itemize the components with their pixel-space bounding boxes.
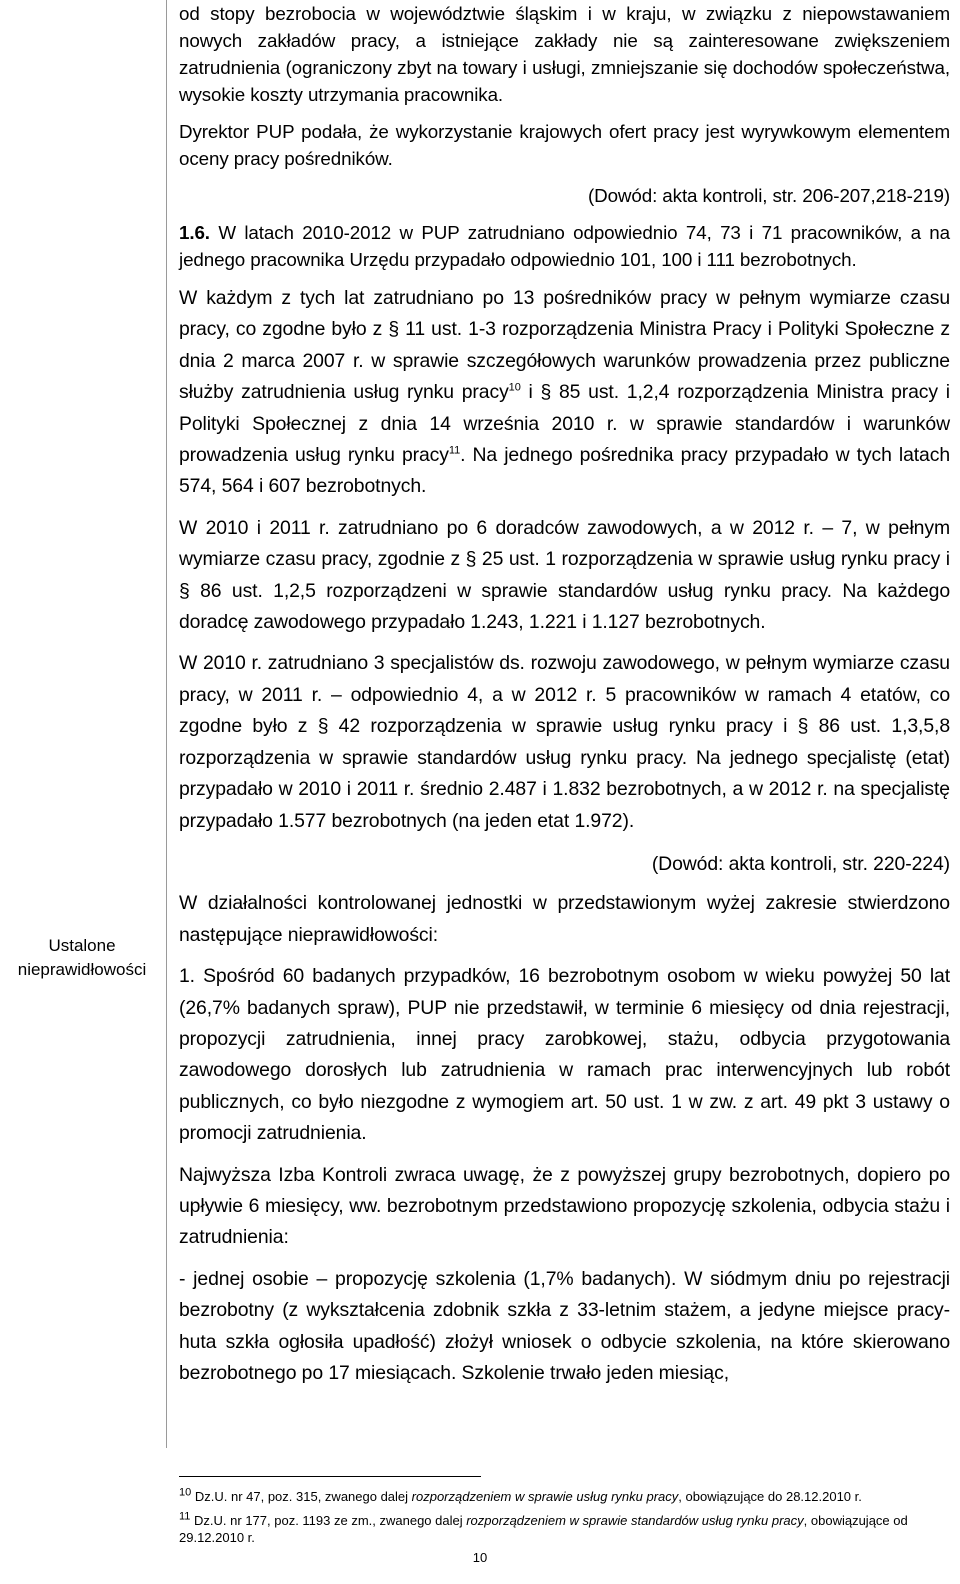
footnote-ref-10[interactable]: 10 bbox=[508, 381, 521, 394]
section-number: 1.6. bbox=[179, 222, 210, 243]
paragraph-8: 1. Spośród 60 badanych przypadków, 16 bezrobotnym osobom w wieku powyżej 50 lat (26,7% badanych spraw), PUP nie przedstawił, w terminie 6 miesięcy od dnia rejestracji, propozycji zatrudnienia, innej pracy zarobkowej, stażu, odbycia przygotowania zawodowego dorosłych lub zatrudnienia w ramach prac interwencyjnych lub robót publicznych, co było niezgodne z wymogiem art. 50 ust. 1 w zw. z art. 49 pkt 3 ustawy o promocji zatrudnienia. bbox=[179, 965, 950, 1145]
footnote-11-mark: 11 bbox=[179, 1510, 191, 1523]
footnote-11 bbox=[179, 1512, 950, 1546]
footnote-ref-11[interactable]: 11 bbox=[448, 444, 461, 457]
footnote-separator bbox=[179, 1476, 481, 1477]
footnote-11-validity: , obowiązujące od 29.12.2010 r. bbox=[179, 1513, 908, 1545]
footnote-10-text: Dz.U. nr 47, poz. 315, zwanego dalej bbox=[191, 1489, 412, 1504]
page-number: 10 bbox=[472, 1550, 488, 1565]
margin-label-line-2: nieprawidłowości bbox=[17, 960, 147, 979]
document-body bbox=[179, 0, 950, 1389]
footnote-10 bbox=[179, 1488, 950, 1505]
section-1-6-text: W latach 2010-2012 w PUP zatrudniano odpowiednio 74, 73 i 71 pracowników, a na jednego pracownika Urzędu przypadało odpowiednio 101, 100 i 111 bezrobotnych. bbox=[179, 222, 950, 270]
footnote-10-mark: 10 bbox=[179, 1486, 192, 1499]
paragraph-6: W 2010 r. zatrudniano 3 specjalistów ds. rozwoju zawodowego, w pełnym wymiarze czasu pracy, w 2011 r. – odpowiednio 4, a w 2012 r. 5 pracowników w ramach 4 etatów, co zgodne było z § 42 rozporządzenia w sprawie usług rynku pracy i § 86 ust. 1,3,5,8 rozporządzenia w sprawie standardów usług rynku pracy. Na jednego specjalistę (etat) przypadało w 2010 i 2011 r. średnio 2.487 i 1.832 bezrobotnych, a w 2012 r. na specjalistę przypadało 1.577 bezrobotnych (na jeden etat 1.972). bbox=[179, 652, 950, 832]
paragraph-4-part-1: W każdym z tych lat zatrudniano po 13 pośredników pracy w pełnym wymiarze czasu pracy, co zgodne było z § 11 ust. 1-3 rozporządzenia Ministra Pracy i Polityki Społeczne z dnia 2 marca 2007 r. w sprawie szczegółowych warunków prowadzenia przez publiczne służby zatrudnienia usług rynku pracy bbox=[179, 287, 950, 404]
footnote-10-title: rozporządzeniem w sprawie usług rynku pracy bbox=[411, 1489, 679, 1504]
paragraph-4-part-3: . Na jednego pośrednika pracy przypadało w tych latach 574, 564 i 607 bezrobotnych. bbox=[179, 444, 950, 498]
paragraph-2: Dyrektor PUP podała, że wykorzystanie krajowych ofert pracy jest wyrywkowym elementem oceny pracy pośredników. bbox=[179, 121, 950, 169]
evidence-reference-1: (Dowód: akta kontroli, str. 206-207,218-219) bbox=[587, 185, 950, 206]
footnote-11-text: Dz.U. nr 177, poz. 1193 ze zm., zwanego dalej bbox=[190, 1513, 467, 1528]
evidence-reference-2: (Dowód: akta kontroli, str. 220-224) bbox=[651, 852, 950, 875]
margin-divider bbox=[166, 0, 167, 1448]
margin-label bbox=[0, 934, 164, 982]
paragraph-7: W działalności kontrolowanej jednostki w przedstawionym wyżej zakresie stwierdzono następujące nieprawidłowości: bbox=[179, 892, 950, 946]
margin-label-line-1: Ustalone bbox=[48, 936, 116, 955]
paragraph-10: - jednej osobie – propozycję szkolenia (1,7% badanych). W siódmym dniu po rejestracji bezrobotny (z wykształcenia zdobnik szkła z 33-letnim stażem, a jedyne miejsce pracy-huta szkła ogłosiła upadłość) złożył wniosek o odbycie szkolenia, na które skierowano bezrobotnego po 17 miesiącach. Szkolenie trwało jeden miesiąc, bbox=[179, 1267, 950, 1384]
section-1-6 bbox=[179, 219, 950, 273]
paragraph-1: od stopy bezrobocia w województwie śląskim i w kraju, w związku z niepowstawaniem nowych zakładów pracy, a istniejące zakłady nie są zainteresowane zwiększeniem zatrudnienia (ograniczony zbyt na towary i usługi, zmniejszanie się dochodów społeczeństwa, wysokie koszty utrzymania pracownika. bbox=[179, 3, 950, 105]
footnote-11-title: rozporządzeniem w sprawie standardów usług rynku pracy bbox=[466, 1513, 804, 1528]
footnote-10-validity: , obowiązujące do 28.12.2010 r. bbox=[678, 1489, 862, 1504]
paragraph-5: W 2010 i 2011 r. zatrudniano po 6 doradców zawodowych, a w 2012 r. – 7, w pełnym wymiarze czasu pracy, zgodnie z § 25 ust. 1 rozporządzenia w sprawie usług rynku pracy i § 86 ust. 1,2,5 rozporządzeni w sprawie standardów usług rynku pracy. Na każdego doradcę zawodowego przypadało 1.243, 1.221 i 1.127 bezrobotnych. bbox=[179, 516, 950, 634]
paragraph-4-part-2: i § 85 ust. 1,2,4 rozporządzenia Ministra pracy i Polityki Społecznej z dnia 14 września 2010 r. w sprawie standardów i warunków prowadzenia usług rynku pracy bbox=[179, 381, 950, 467]
paragraph-9: Najwyższa Izba Kontroli zwraca uwagę, że z powyższej grupy bezrobotnych, dopiero po upływie 6 miesięcy, ww. bezrobotnym przedstawiono propozycję szkolenia, odbycia stażu i zatrudnienia: bbox=[179, 1163, 950, 1249]
paragraph-4 bbox=[179, 283, 950, 503]
